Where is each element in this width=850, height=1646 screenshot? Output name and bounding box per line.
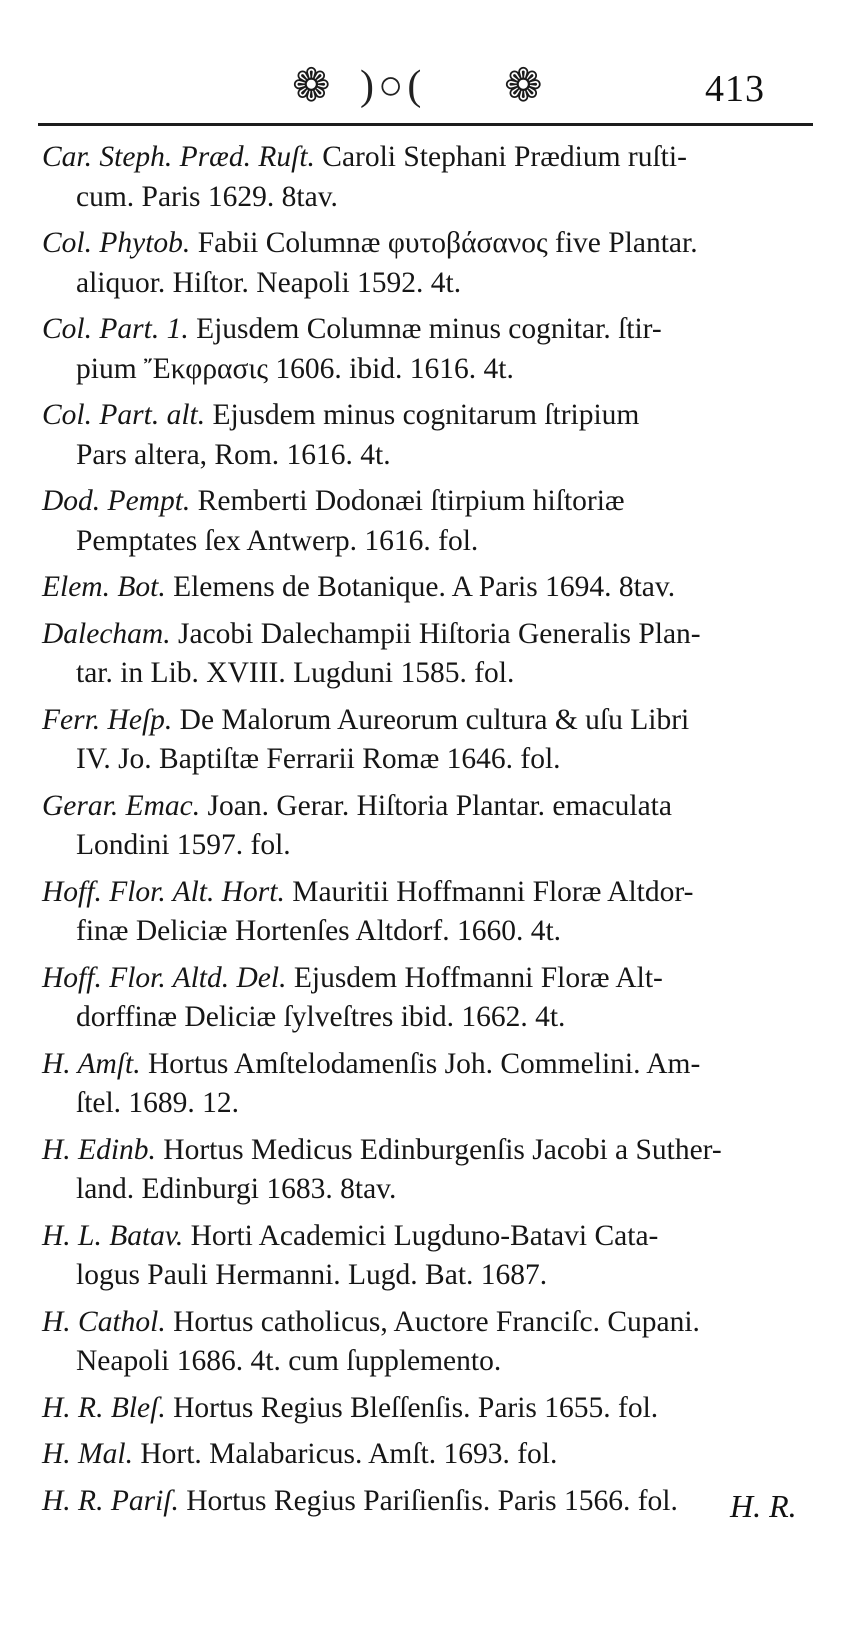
entry-abbreviation: H. Cathol. bbox=[42, 1305, 166, 1338]
entry-first-line bbox=[42, 1482, 822, 1522]
entry-continuation-line: aliquor. Hiſtor. Neapoli 1592. 4t. bbox=[76, 266, 462, 299]
entry-continuation-line: Pemptates ſex Antwerp. 1616. fol. bbox=[76, 524, 479, 557]
bibliography-entry bbox=[42, 873, 822, 952]
bibliography-entry bbox=[42, 1435, 822, 1475]
entry-first-line bbox=[42, 1217, 822, 1257]
entry-text: Ejusdem Columnæ minus cognitar. ſtir- bbox=[196, 313, 662, 345]
entry-text: Ejusdem Hoffmanni Floræ Alt- bbox=[293, 961, 663, 994]
entry-abbreviation: H. R. Bleſ. bbox=[42, 1391, 166, 1424]
entry-first-line bbox=[42, 482, 822, 522]
entry-first-line bbox=[42, 959, 822, 999]
entry-text: Jacobi Dalechampii Hiſtoria Generalis Plan- bbox=[178, 617, 701, 650]
entry-continuation-line: IV. Jo. Baptiſtæ Ferrarii Romæ 1646. fol. bbox=[76, 743, 561, 775]
entry-abbreviation: Dod. Pempt. bbox=[42, 485, 191, 517]
entry-text: Hortus Regius Bleſſenſis. Paris 1655. fol. bbox=[173, 1391, 659, 1424]
bibliography-entry bbox=[42, 701, 822, 780]
entry-text: Hortus catholicus, Auctore Franciſc. Cupani. bbox=[173, 1305, 700, 1338]
entry-first-line bbox=[42, 396, 822, 436]
entry-text: Hortus Regius Pariſienſis. Paris 1566. fol. bbox=[186, 1484, 678, 1517]
page-number: 413 bbox=[705, 68, 765, 110]
entry-text: Joan. Gerar. Hiſtoria Plantar. emaculata bbox=[207, 789, 672, 822]
bibliography-entry bbox=[42, 1131, 822, 1210]
entry-text: Fabii Columnæ φυτοβάσανος five Plantar. bbox=[197, 227, 698, 259]
entry-first-line bbox=[42, 310, 822, 350]
entry-first-line bbox=[42, 138, 822, 178]
entry-continuation-line: pium Ἔκφρασις 1606. ibid. 1616. 4t. bbox=[76, 352, 514, 385]
entry-text: Ejusdem minus cognitarum ſtripium bbox=[212, 399, 640, 431]
entry-continuation-line: cum. Paris 1629. 8tav. bbox=[76, 180, 338, 213]
bibliography-entry bbox=[42, 1303, 822, 1382]
entry-text: Mauritii Hoffmanni Floræ Altdor- bbox=[292, 875, 694, 908]
entry-abbreviation: Elem. Bot. bbox=[42, 571, 166, 603]
entry-first-line bbox=[42, 568, 822, 608]
bibliography-entry bbox=[42, 224, 822, 303]
header-rule bbox=[38, 123, 813, 126]
bibliography-entry bbox=[42, 959, 822, 1038]
entry-text: Caroli Stephani Prædium ruſti- bbox=[322, 141, 687, 173]
running-header bbox=[0, 58, 850, 118]
entry-continuation-line: Londini 1597. fol. bbox=[76, 829, 291, 861]
entry-text: Horti Academici Lugduno-Batavi Cata- bbox=[190, 1219, 659, 1252]
bibliography-entry bbox=[42, 787, 822, 866]
ornament-left-icon: ❁ bbox=[292, 60, 331, 111]
entry-first-line bbox=[42, 1435, 822, 1475]
entry-abbreviation: H. Edinb. bbox=[42, 1133, 156, 1166]
entry-abbreviation: Gerar. Emac. bbox=[42, 789, 201, 822]
bibliography-entry bbox=[42, 1389, 822, 1429]
entry-abbreviation: H. Mal. bbox=[42, 1438, 133, 1470]
entry-continuation-line: Pars altera, Rom. 1616. 4t. bbox=[76, 438, 391, 471]
header-ornament-middle: )○( bbox=[360, 63, 426, 109]
bibliography-list bbox=[42, 138, 822, 1528]
entry-first-line bbox=[42, 1131, 822, 1171]
entry-text: Hort. Malabaricus. Amſt. 1693. fol. bbox=[140, 1438, 558, 1470]
bibliography-entry bbox=[42, 138, 822, 217]
entry-abbreviation: Hoff. Flor. Altd. Del. bbox=[42, 961, 287, 994]
catchword: H. R. bbox=[730, 1488, 797, 1524]
entry-abbreviation: Dalecham. bbox=[42, 617, 171, 650]
entry-abbreviation: H. R. Pariſ. bbox=[42, 1484, 179, 1517]
entry-text: Elemens de Botanique. A Paris 1694. 8tav. bbox=[173, 571, 676, 603]
ornament-right-icon: ❁ bbox=[504, 60, 543, 111]
entry-abbreviation: H. L. Batav. bbox=[42, 1219, 184, 1252]
entry-text: De Malorum Aureorum cultura & uſu Libri bbox=[179, 703, 690, 736]
entry-abbreviation: Col. Part. 1. bbox=[42, 313, 189, 345]
entry-continuation-line: logus Pauli Hermanni. Lugd. Bat. 1687. bbox=[76, 1259, 548, 1291]
bibliography-entry bbox=[42, 1482, 822, 1522]
entry-first-line bbox=[42, 701, 822, 741]
entry-text: Remberti Dodonæi ſtirpium hiſtoriæ bbox=[197, 485, 625, 517]
entry-first-line bbox=[42, 787, 822, 827]
bibliography-entry bbox=[42, 310, 822, 389]
entry-abbreviation: Ferr. Heſp. bbox=[42, 703, 173, 736]
entry-continuation-line: finæ Deliciæ Hortenſes Altdorf. 1660. 4t. bbox=[76, 915, 562, 947]
entry-abbreviation: Car. Steph. Præd. Ruſt. bbox=[42, 141, 315, 173]
bibliography-entry bbox=[42, 1045, 822, 1124]
entry-abbreviation: Col. Part. alt. bbox=[42, 399, 206, 431]
entry-abbreviation: Hoff. Flor. Alt. Hort. bbox=[42, 875, 285, 908]
entry-continuation-line: land. Edinburgi 1683. 8tav. bbox=[76, 1173, 397, 1205]
bibliography-entry bbox=[42, 396, 822, 475]
entry-continuation-line: ſtel. 1689. 12. bbox=[76, 1087, 240, 1119]
entry-first-line bbox=[42, 1389, 822, 1429]
bibliography-entry bbox=[42, 615, 822, 694]
entry-first-line bbox=[42, 873, 822, 913]
bibliography-entry bbox=[42, 1217, 822, 1296]
entry-first-line bbox=[42, 1045, 822, 1085]
entry-continuation-line: tar. in Lib. XVIII. Lugduni 1585. fol. bbox=[76, 657, 515, 689]
entry-abbreviation: H. Amſt. bbox=[42, 1047, 141, 1080]
entry-text: Hortus Medicus Edinburgenſis Jacobi a Suther- bbox=[163, 1133, 722, 1166]
entry-continuation-line: dorffinæ Deliciæ ſylveſtres ibid. 1662. 4t. bbox=[76, 1001, 566, 1033]
entry-text: Hortus Amſtelodamenſis Joh. Commelini. Am- bbox=[148, 1047, 701, 1080]
entry-abbreviation: Col. Phytob. bbox=[42, 227, 191, 259]
bibliography-entry bbox=[42, 482, 822, 561]
entry-continuation-line: Neapoli 1686. 4t. cum ſupplemento. bbox=[76, 1345, 502, 1377]
bibliography-entry bbox=[42, 568, 822, 608]
entry-first-line bbox=[42, 615, 822, 655]
entry-first-line bbox=[42, 1303, 822, 1343]
entry-first-line bbox=[42, 224, 822, 264]
